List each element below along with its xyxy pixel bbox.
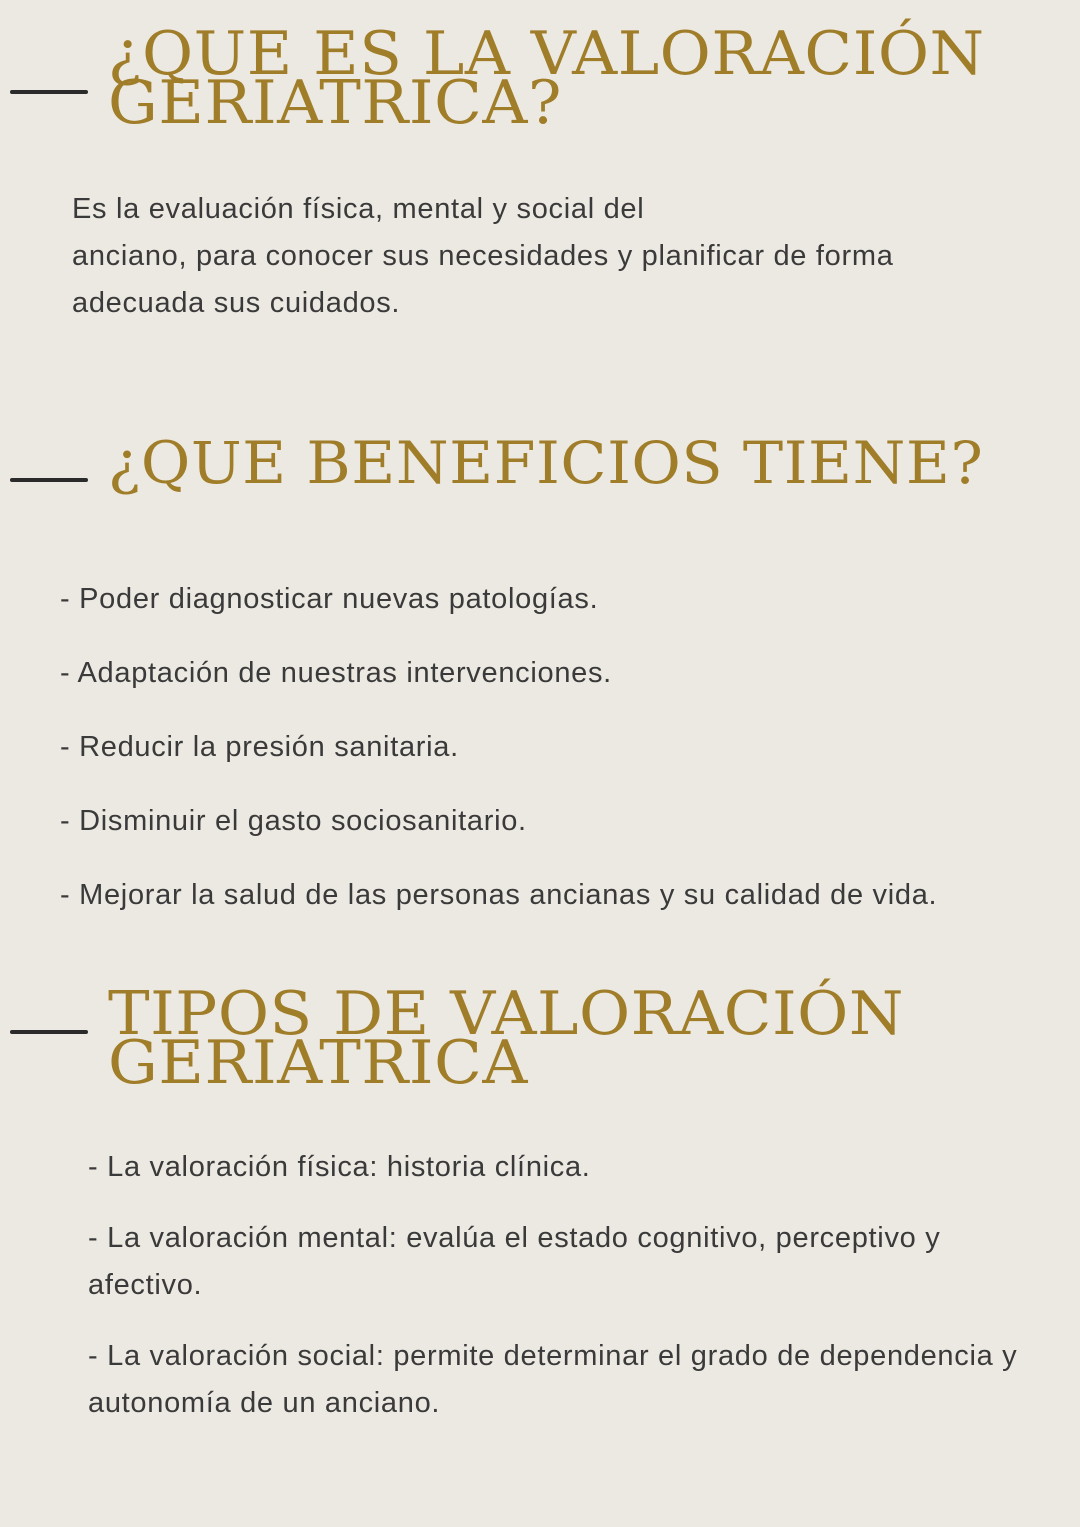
types-list [88, 1144, 1038, 1427]
section-heading-2: ¿QUE BENEFICIOS TIENE? [108, 429, 984, 497]
section-rule-2 [10, 478, 88, 482]
list-item: - Reducir la presión sanitaria. [60, 730, 459, 763]
intro-line-2: anciano, para conocer sus necesidades y planificar de forma adecuada sus cuidados. [72, 239, 894, 319]
list-item: - Disminuir el gasto sociosanitario. [60, 804, 527, 837]
section-heading-3: TIPOS DE VALORACIÓN GERIATRICA [108, 979, 904, 1099]
section-heading-1: ¿QUE ES LA VALORACIÓN GERIATRICA? [108, 19, 985, 139]
intro-paragraphs [72, 186, 1032, 327]
list-item: - La valoración física: historia clínica. [88, 1151, 591, 1183]
intro-line-1: Es la evaluación física, mental y social del [72, 193, 645, 225]
list-item: - La valoración mental: evalúa el estado cognitivo, perceptivo y afectivo. [88, 1221, 941, 1301]
benefits-list [60, 576, 1020, 919]
list-item: - Mejorar la salud de las personas ancianas y su calidad de vida. [60, 878, 938, 911]
list-item: - Adaptación de nuestras intervenciones. [60, 656, 612, 689]
list-item: - Poder diagnosticar nuevas patologías. [60, 583, 599, 615]
section-rule-3 [10, 1030, 88, 1034]
list-item: - La valoración social: permite determinar el grado de dependencia y autonomía de un anciano. [88, 1339, 1018, 1419]
section-rule-1 [10, 90, 88, 94]
